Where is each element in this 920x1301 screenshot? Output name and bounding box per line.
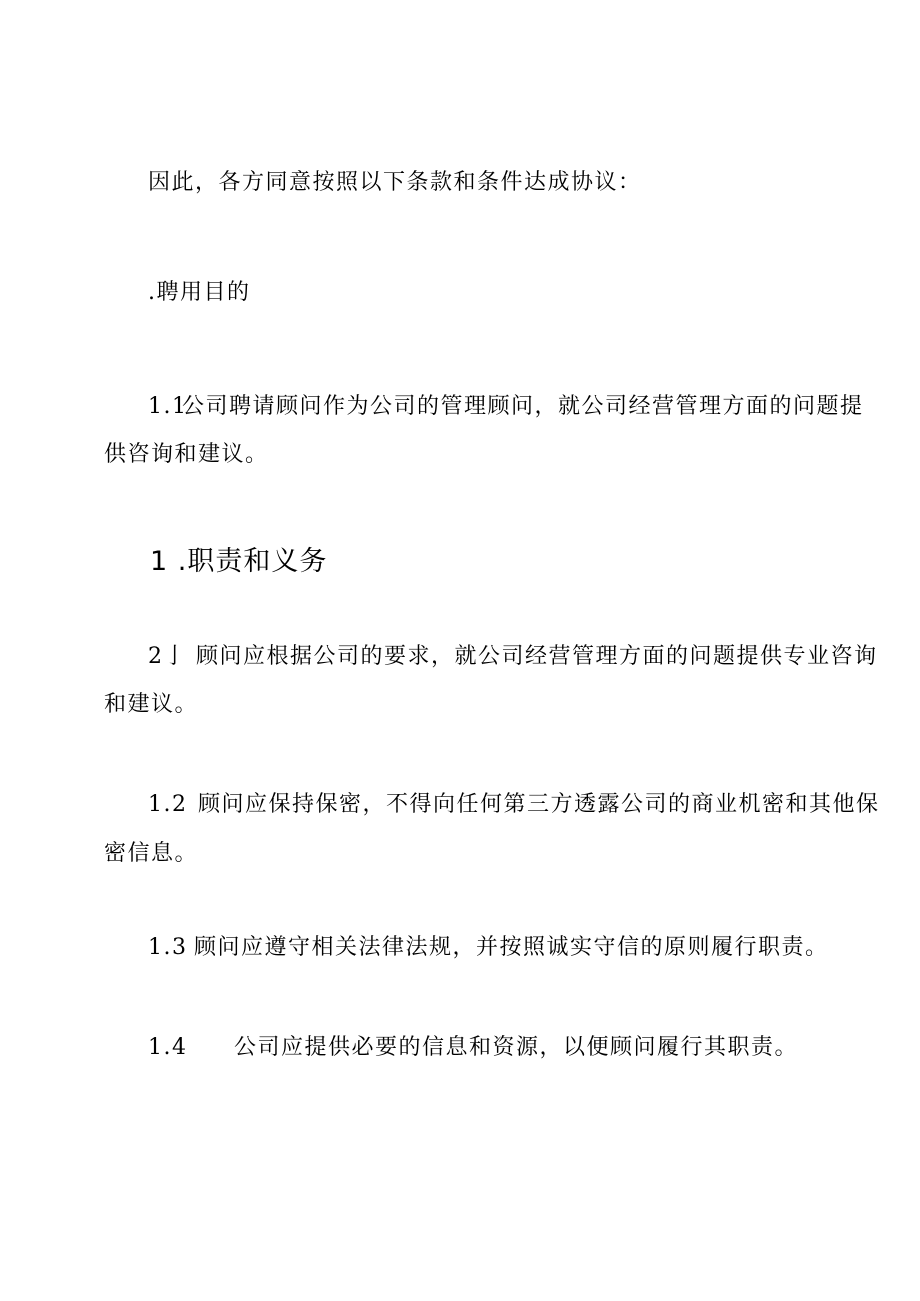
clause-1-1-line-2: 供咨询和建议。 (104, 442, 269, 467)
section-title-purpose: .聘用目的 (148, 280, 251, 305)
clause-2-1-line-1 (148, 643, 878, 671)
clause-1-1-text-1: 公司聘请顾问作为公司的管理顾问，就公司经营管理方面的问题提 (182, 394, 864, 419)
clause-1-2-number: 1.2 (148, 792, 188, 817)
clause-1-2-line-1 (148, 791, 880, 819)
clause-1-4-line-1 (148, 1034, 798, 1062)
clause-1-2-line-2: 密信息。 (104, 841, 199, 866)
clause-1-3-line-1 (148, 934, 829, 962)
clause-2-1-text-1: 顾问应根据公司的要求，就公司经营管理方面的问题提供专业咨询 (196, 644, 878, 669)
clause-1-4-text-1: 公司应提供必要的信息和资源，以便顾问履行其职责。 (234, 1035, 799, 1060)
section-title-duties: 1 .职责和义务 (150, 546, 328, 577)
intro-paragraph: 因此，各方同意按照以下条款和条件达成协议： (148, 170, 642, 195)
clause-1-4-number: 1.4 (148, 1035, 188, 1060)
clause-1-2-text-1: 顾问应保持保密，不得向任何第三方透露公司的商业机密和其他保 (198, 792, 880, 817)
clause-2-1-line-2: 和建议。 (104, 692, 199, 717)
clause-1-1-line-1 (148, 393, 864, 421)
clause-1-3-number: 1.3 (148, 935, 188, 960)
clause-1-3-text-1: 顾问应遵守相关法律法规，并按照诚实守信的原则履行职责。 (194, 935, 829, 960)
clause-2-1-number: 2亅 (148, 644, 187, 669)
clause-1-1-number: 1.1 (148, 394, 188, 419)
